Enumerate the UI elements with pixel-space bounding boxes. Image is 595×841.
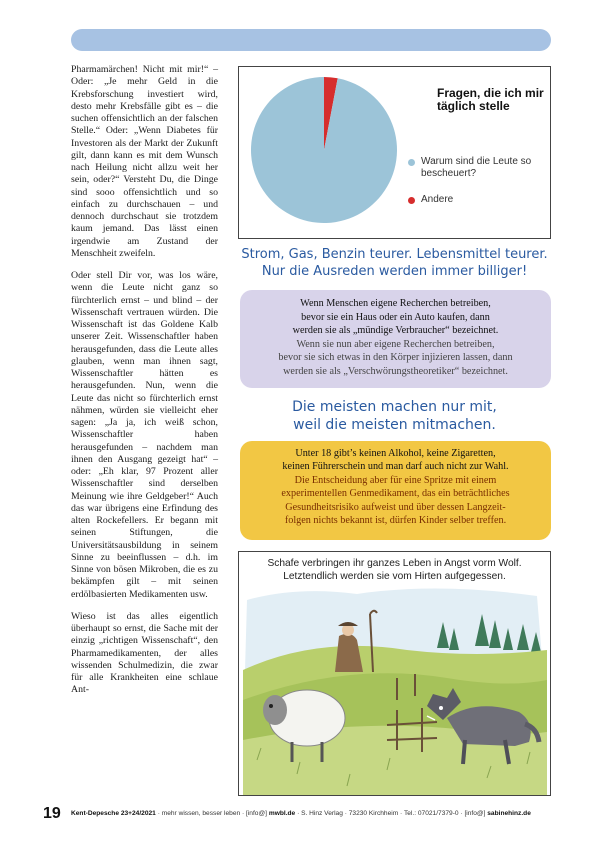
page-number: 19 <box>43 805 61 822</box>
header-bar <box>71 29 551 51</box>
footer-details: · mehr wissen, besser leben · [info@] <box>155 810 269 817</box>
box-line: Gesundheitsrisiko aufweist und über dessen Langzeit- <box>285 501 506 513</box>
info-box-research <box>240 290 551 388</box>
footer-link-sabinehinz[interactable]: sabinehinz.de <box>487 810 531 817</box>
box-line: experimentellen Genmedikament, das ein beträchtliches <box>281 488 510 500</box>
legend-item-2 <box>421 194 453 206</box>
box-line: bevor sie sich etwas in den Körper injizieren lassen, dann <box>278 352 513 364</box>
info-box-under18 <box>240 441 551 540</box>
box-line: keinen Führerschein und man darf auch nicht zur Wahl. <box>282 461 509 473</box>
article-paragraph-2: Oder stell Dir vor, was los wäre, wenn die Leute nicht ganz so fürchterlich ernst – und blind – der Wissenschaft vertrauen würden. Die Wissenschaft ist das Goldene Kalb unserer Zeit. Wissenschaftler haben herausgefunden, dass die Leute alles glauben, wenn man ihnen sagt, Wissenschaftler hätten es herausgefunden. Nun, wenn die Leute das nicht so fürchterlich ernst nähmen, würden sie vielleicht eher sagen: „Ja ja, ich weiß schon, Wissenschaftler haben herausgefunden – nachdem man ihnen den Ausgang gezeigt hat“ – oder: „Eh klar, 97 Prozent aller Wissenschaftler sind derselben Meinung wie ihre Geldgeber!“ Auch das war übrigens eine Erfindung des alten Rockefellers. Er begann mit seinen Stiftungen, die Universitätsausbildung in seinem Sinne zu beeinflussen – d.h. im Sinne von bösen Mikroben, die es zu bekämpfen gilt – mit seinen erdölbasierten Medikamenten usw. <box>71 270 218 600</box>
box-line: folgen nichts bekannt ist, dürfen Kinder selber treffen. <box>284 515 507 527</box>
pie-chart <box>249 75 399 225</box>
sheep-wolf-shepherd-illustration <box>238 551 550 795</box>
caption-line: Letztendlich werden sie vom Hirten aufgegessen. <box>283 570 506 582</box>
slogan-line: Die meisten machen nur mit, <box>292 399 497 415</box>
footer-publication: Kent-Depesche 23+24/2021 <box>71 810 156 817</box>
article-paragraph-3: Wieso ist das alles eigentlich überhaupt so ernst, die Sache mit der einzig „richtigen Wissenschaft“, den Pharmamedikamenten, der alles wissenden Schulmedizin, die zwar für alle Krankheiten eine schlaue Ant- <box>71 610 218 696</box>
slogan-majority <box>232 398 557 434</box>
slogan-line: Nur die Ausreden werden immer billiger! <box>261 264 528 279</box>
box-line: werden sie als „Verschwörungstheoretiker“ bezeichnet. <box>283 365 508 377</box>
footer-link-mwbl[interactable]: mwbl.de <box>268 810 296 817</box>
pie-chart-box <box>238 66 551 239</box>
slogan-line: weil die meisten mitmachen. <box>293 417 496 433</box>
article-paragraph-1: Pharmamärchen! Nicht mit mir!“ – Oder: „Je mehr Geld in die Krebsforschung investiert wird, desto mehr Krebsfälle gibt es – die suchen offensichtlich an der falschen Stelle.“ Oder: „Wenn Diabetes für Investoren als der Markt der Zukunft gilt, dann kann es mit dem Wunsch nach Heilung nicht allzu weit her sein, oder?“ Versteht Du, die Dinge sind sooo offensichtlich und so einfach zu durchschauen – und dennoch durchschaut sie trotzdem kaum jemand. Das lässt einen irgendwie am Zustand der Menschheit zweifeln. <box>71 64 218 259</box>
legend-dot-icon <box>408 159 415 166</box>
legend-label: Andere <box>421 194 454 205</box>
box-line: Unter 18 gibt’s keinen Alkohol, keine Zigaretten, <box>295 448 496 459</box>
box-line: werden sie als „mündige Verbraucher“ bezeichnet. <box>292 325 499 337</box>
box-line: Wenn sie nun aber eigene Recherchen betreiben, <box>296 338 495 350</box>
legend-item-1 <box>421 156 543 180</box>
footer-info <box>71 810 531 817</box>
box-line: bevor sie ein Haus oder ein Auto kaufen, dann <box>301 311 490 323</box>
caption-line: Schafe verbringen ihr ganzes Leben in Angst vorm Wolf. <box>267 558 522 569</box>
legend-dot-icon <box>408 197 415 204</box>
article-column <box>71 64 218 707</box>
slogan-prices <box>232 246 557 280</box>
footer-publisher: · S. Hinz Verlag · 73230 Kirchheim · Tel.: 07021/7379-0 · [info@] <box>295 810 488 817</box>
chart-title: Fragen, die ich mir täglich stelle <box>437 86 544 113</box>
legend-label: Warum sind die Leute so bescheuert? <box>421 156 532 179</box>
slogan-line: Strom, Gas, Benzin teurer. Lebensmittel teurer. <box>241 247 548 262</box>
page-footer <box>40 805 555 823</box>
pie-slice <box>251 77 397 223</box>
illustration-box <box>238 551 551 796</box>
box-line: Wenn Menschen eigene Recherchen betreiben, <box>300 298 491 309</box>
box-line: Die Entscheidung aber für eine Spritze mit einem <box>294 474 497 486</box>
